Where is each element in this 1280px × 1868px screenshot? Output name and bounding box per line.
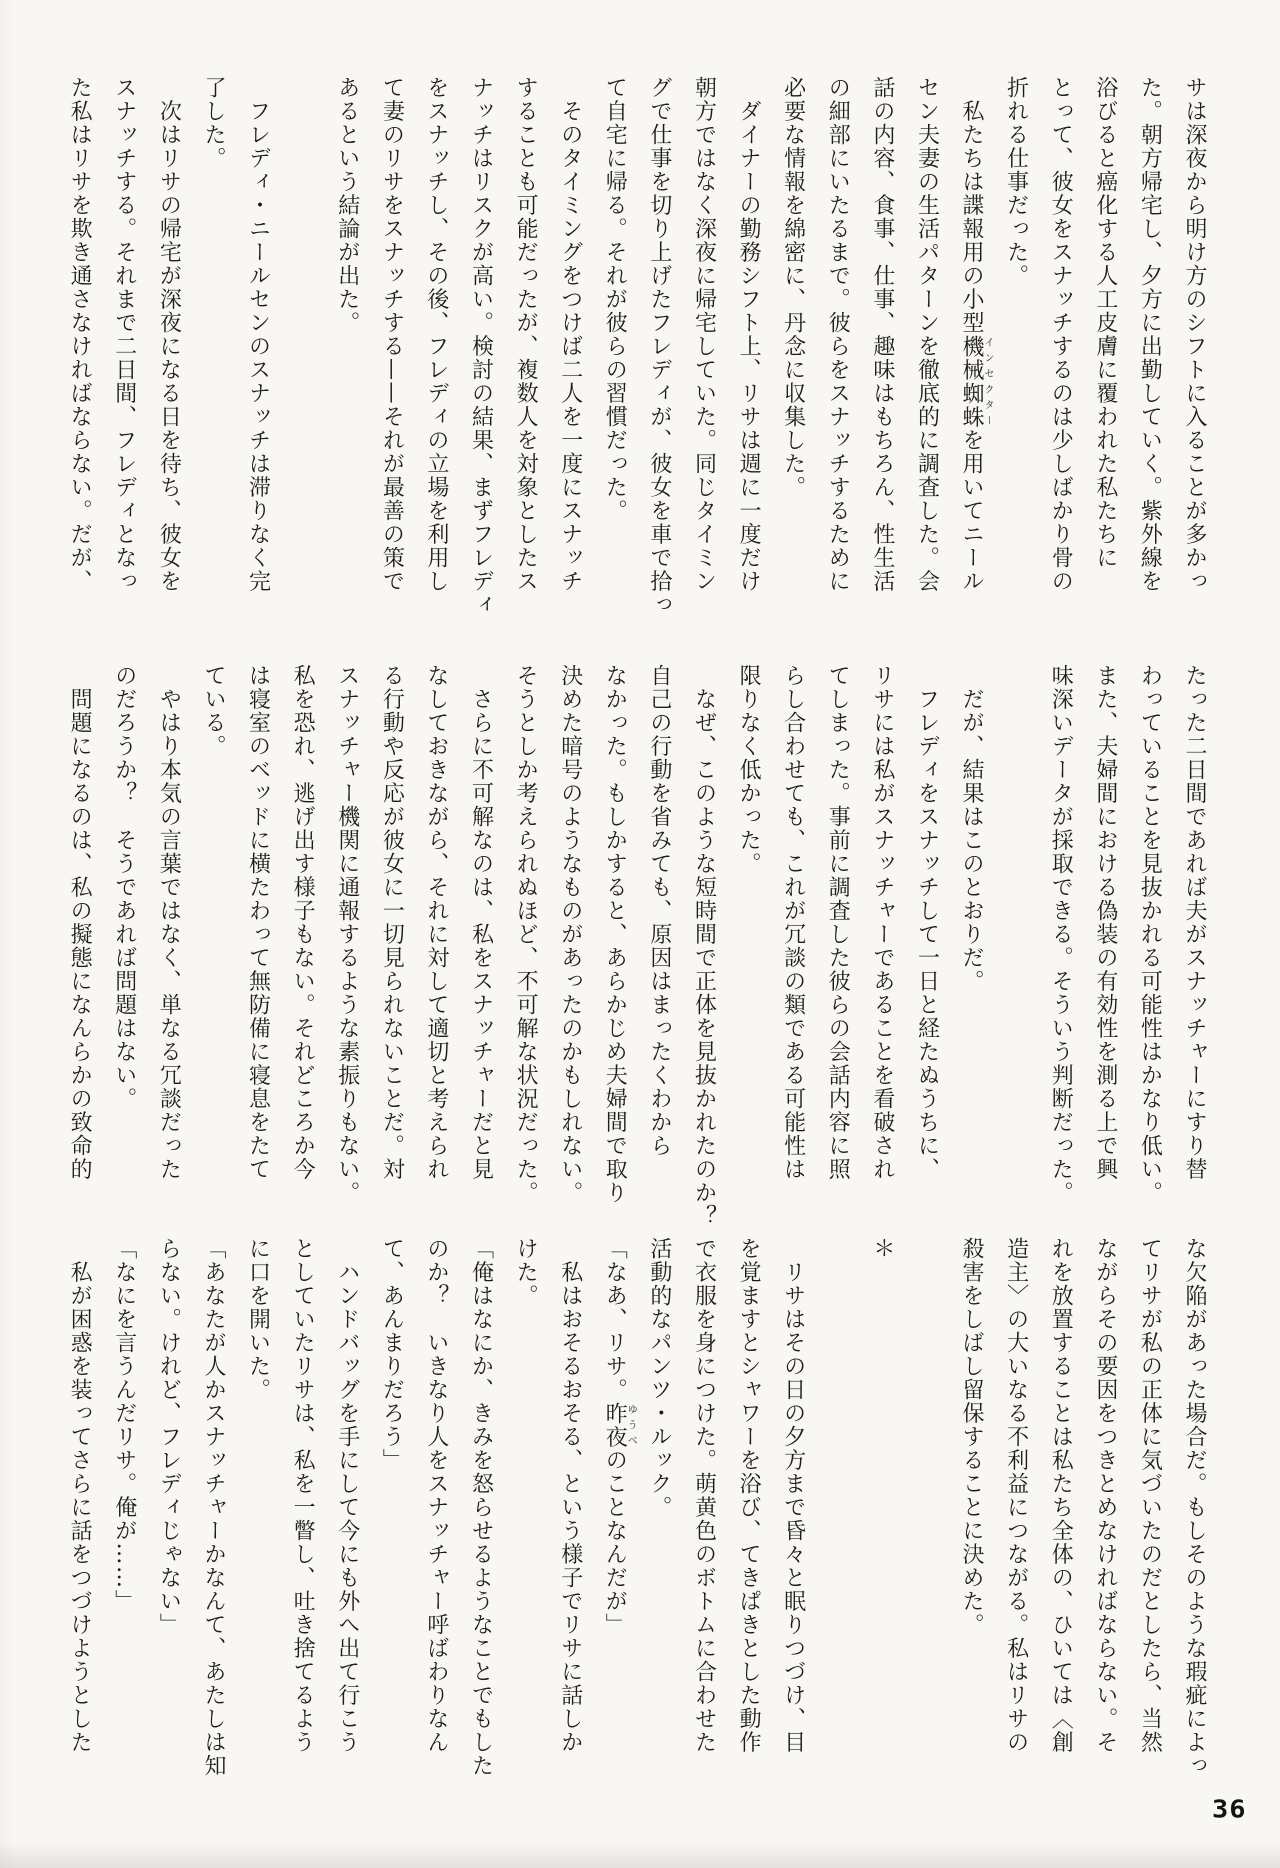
text-line: 造主〉の大いなる不利益につながる。私はリサの [1003,1237,1029,1754]
text-line: をスナッチし、その後、フレディの立場を利用し [423,76,449,593]
text-line: 「なにを言うんだリサ。俺が……」 [111,1237,137,1613]
text-line [993,664,1038,1212]
text-line: 「俺はなにか、きみを怒らせるようなことでもした [468,1237,494,1778]
text-line [280,76,325,624]
page-number: 36 [1212,1795,1247,1824]
text-line: て妻のリサをスナッチする——それが最善の策で [379,76,405,593]
text-line: 「なあ、リサ。昨夜ゆうべのことなんだが」 [602,1237,637,1637]
text-line: 問題になるのは、私の擬態になんらかの致命的 [67,664,93,1181]
text-line: そうとしか考えられぬほど、不可解な状況だった。 [513,664,539,1205]
text-line: らし合わせても、これが冗談の類である可能性は [780,664,806,1181]
text-line: フレディをスナッチして一日と経たぬうちに、 [914,664,940,1181]
text-line: セン夫妻の生活パターンを徹底的に調査した。会 [914,76,940,593]
text-line: としていたリサは、私を一瞥し、吐き捨てるよう [290,1237,316,1754]
text-line: れを放置することは私たち全体の、ひいては〈創 [1048,1237,1074,1754]
text-line: サは深夜から明け方のシフトに入ることが多かっ [1182,76,1207,593]
text-line: とって、彼女をスナッチするのは少しばかり骨の [1048,76,1074,593]
text-line: 了した。 [200,76,226,170]
text-line: 私たちは諜報用の小型機械蜘蛛インセクターを用いてニール [959,76,994,593]
text-line: あるという結論が出た。 [334,76,360,335]
text-line: のか？ いきなり人をスナッチャー呼ばわりなん [423,1237,449,1754]
text-line: リサには私がスナッチャーであることを看破され [869,664,895,1181]
text-line: の細部にいたるまで。彼らをスナッチするために [825,76,851,593]
text-line: なかった。もしかすると、あらかじめ夫婦間で取り [602,664,628,1205]
text-line: グで仕事を切り上げたフレディが、彼女を車で拾っ [646,76,672,617]
text-line: 活動的なパンツ・ルック。 [646,1237,672,1519]
text-line: は寝室のベッドに横たわって無防備に寝息をたて [245,664,271,1181]
text-line: なしておきながら、それに対して適切と考えられ [423,664,449,1181]
text-line: ながらその要因をつきとめなければならない。そ [1092,1237,1118,1754]
text-line: スナッチする。それまで二日間、フレディとなっ [111,76,137,593]
text-line: やはり本気の言葉ではなく、単なる冗談だった [156,664,182,1181]
text-band-middle [54,664,1216,1228]
text-line: ハンドバッグを手にして今にも外へ出て行こう [334,1237,360,1754]
text-line: 必要な情報を綿密に、丹念に収集した。 [780,76,806,499]
text-band-top [54,76,1216,624]
text-line: を覚ますとシャワーを浴び、てきぱきとした動作 [736,1237,762,1754]
text-line: 私を恐れ、逃げ出す様子もない。それどころか今 [290,664,316,1181]
text-line: て自宅に帰る。それが彼らの習慣だった。 [602,76,628,523]
text-line: た。朝方帰宅し、夕方に出勤していく。紫外線を [1137,76,1163,593]
text-line: てリサが私の正体に気づいたのだとしたら、当然 [1137,1237,1163,1754]
text-line: ダイナーの勤務シフト上、リサは週に一度だけ [736,76,762,593]
text-line: することも可能だったが、複数人を対象としたス [513,76,539,593]
text-line [904,1237,949,1785]
text-line: 浴びると癌化する人工皮膚に覆われた私たちに [1092,76,1118,570]
text-line: ナッチはリスクが高い。検討の結果、まずフレディ [468,76,494,617]
text-line: そのタイミングをつけば二人を一度にスナッチ [557,76,583,593]
text-line: 次はリサの帰宅が深夜になる日を待ち、彼女を [156,76,182,593]
text-line: たった二日間であれば夫がスナッチャーにすり替 [1182,664,1207,1181]
text-line: また、夫婦間における偽装の有効性を測る上で興 [1092,664,1118,1181]
scene-break-asterisk: ＊ [869,1237,895,1261]
text-line: スナッチャー機関に通報するような素振りもない。 [334,664,360,1205]
text-line: に口を開いた。 [245,1237,271,1402]
text-line: リサはその日の夕方まで昏々と眠りつづけ、目 [780,1237,806,1754]
text-line: 朝方ではなく深夜に帰宅していた。同じタイミン [691,76,717,593]
text-line: な欠陥があった場合だ。もしそのような瑕疵によっ [1182,1237,1207,1778]
text-line [815,1237,860,1785]
text-line: ている。 [200,664,226,758]
text-line: だが、結果はこのとおりだ。 [959,664,985,993]
text-line: 限りなく低かった。 [736,664,762,876]
text-line: てしまった。事前に調査した彼らの会話内容に照 [825,664,851,1181]
text-line: 味深いデータが採取できる。そういう判断だった。 [1048,664,1074,1205]
text-line: 決めた暗号のようなものがあったのかもしれない。 [557,664,583,1205]
text-line: る行動や反応が彼女に一切見られないことだ。対 [379,664,405,1181]
text-line: のだろうか？ そうであれば問題はない。 [111,664,137,1111]
text-line: 私はおそるおそる、という様子でリサに話しか [557,1237,583,1754]
text-line: 殺害をしばし留保することに決めた。 [959,1237,985,1637]
text-line: けた。 [513,1237,539,1308]
text-line: 私が困惑を装ってさらに話をつづけようとした [67,1237,93,1754]
text-line: 自己の行動を省みても、原因はまったくわから [646,664,672,1158]
text-line: で衣服を身につけた。萌黄色のボトムに合わせた [691,1237,717,1754]
text-line: て、あんまりだろう」 [379,1237,405,1472]
text-line: フレディ・ニールセンのスナッチは滞りなく完 [245,76,271,593]
text-line: らない。けれど、フレディじゃない」 [156,1237,182,1637]
text-line: なぜ、このような短時間で正体を見抜かれたのか？ [691,664,717,1228]
text-line: 「あなたが人かスナッチャーかなんて、あたしは知 [200,1237,226,1778]
text-line: た私はリサを欺き通さなければならない。だが、 [67,76,93,593]
text-band-bottom [54,1237,1216,1785]
text-line: 話の内容、食事、仕事、趣味はもちろん、性生活 [869,76,895,593]
text-line: 折れる仕事だった。 [1003,76,1029,288]
text-line: わっていることを見抜かれる可能性はかなり低い。 [1137,664,1163,1205]
text-line: さらに不可解なのは、私をスナッチャーだと見 [468,664,494,1181]
